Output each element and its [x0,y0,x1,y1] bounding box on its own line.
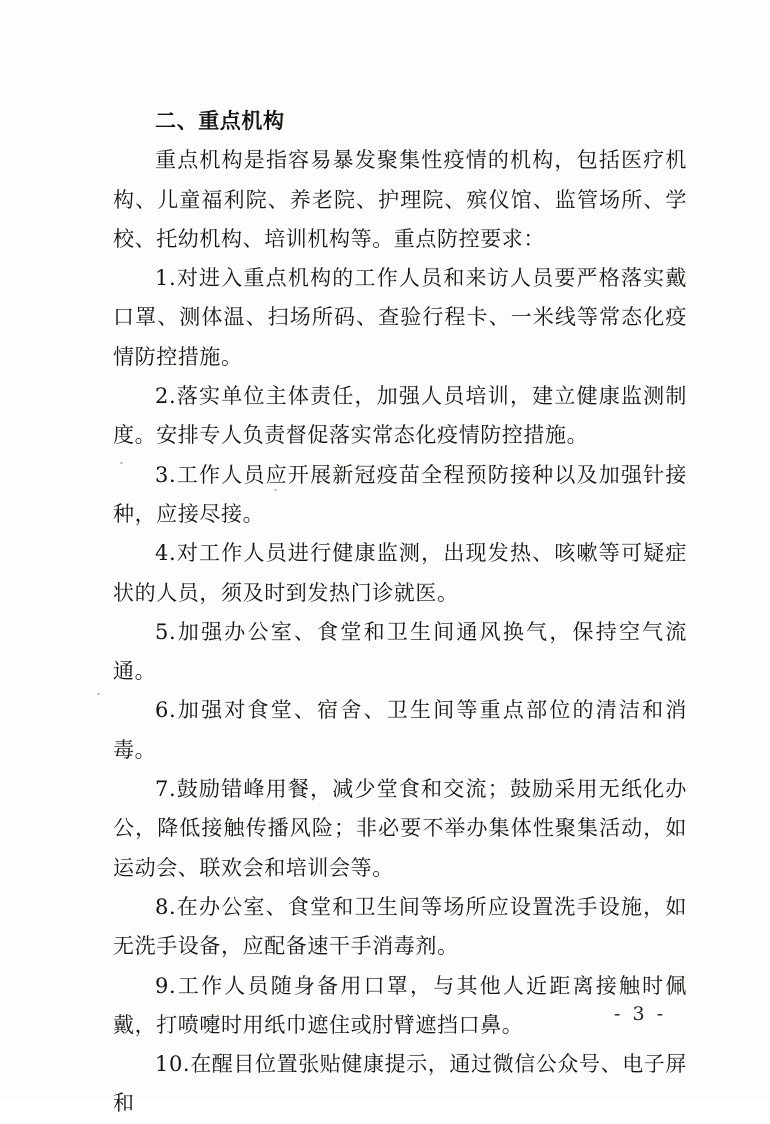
paragraph-item-4: 4.对工作人员进行健康监测，出现发热、咳嗽等可疑症状的人员，须及时到发热门诊就医。 [113,541,687,605]
paragraph-intro: 重点机构是指容易暴发聚集性疫情的机构，包括医疗机构、儿童福利院、养老院、护理院、殡仪馆、监管场所、学校、托幼机构、培训机构等。重点防控要求： [113,148,687,251]
section-heading: 二、重点机构 [155,109,285,133]
scan-speck [274,489,277,491]
paragraph-item-1: 1.对进入重点机构的工作人员和来访人员要严格落实戴口罩、测体温、扫场所码、查验行程卡、一米线等常态化疫情防控措施。 [113,266,687,369]
paragraph-item-9: 9.工作人员随身备用口罩，与其他人近距离接触时佩戴，打喷嚏时用纸巾遮住或肘臂遮挡口鼻。 [113,973,687,1037]
paragraph-item-3: 3.工作人员应开展新冠疫苗全程预防接种以及加强针接种，应接尽接。 [113,462,687,526]
paragraph-item-6: 6.加强对食堂、宿舍、卫生间等重点部位的清洁和消毒。 [113,698,687,762]
paragraph-item-7: 7.鼓励错峰用餐，减少堂食和交流；鼓励采用无纸化办公，降低接触传播风险；非必要不举办集体性聚集活动，如运动会、联欢会和培训会等。 [113,777,687,880]
paragraph-item-8: 8.在办公室、食堂和卫生间等场所应设置洗手设施，如无洗手设备，应配备速干手消毒剂。 [113,894,687,959]
scan-speck [97,693,100,695]
scan-speck [120,462,123,464]
document-body [113,102,687,1124]
paragraph-item-5: 5.加强办公室、食堂和卫生间通风换气，保持空气流通。 [113,619,687,684]
paragraph-item-2: 2.落实单位主体责任，加强人员培训，建立健康监测制度。安排专人负责督促落实常态化疫情防控措施。 [113,384,687,448]
page-number: - 3 - [614,1003,667,1025]
paragraph-item-10: 10.在醒目位置张贴健康提示，通过微信公众号、电子屏和 [113,1052,687,1116]
